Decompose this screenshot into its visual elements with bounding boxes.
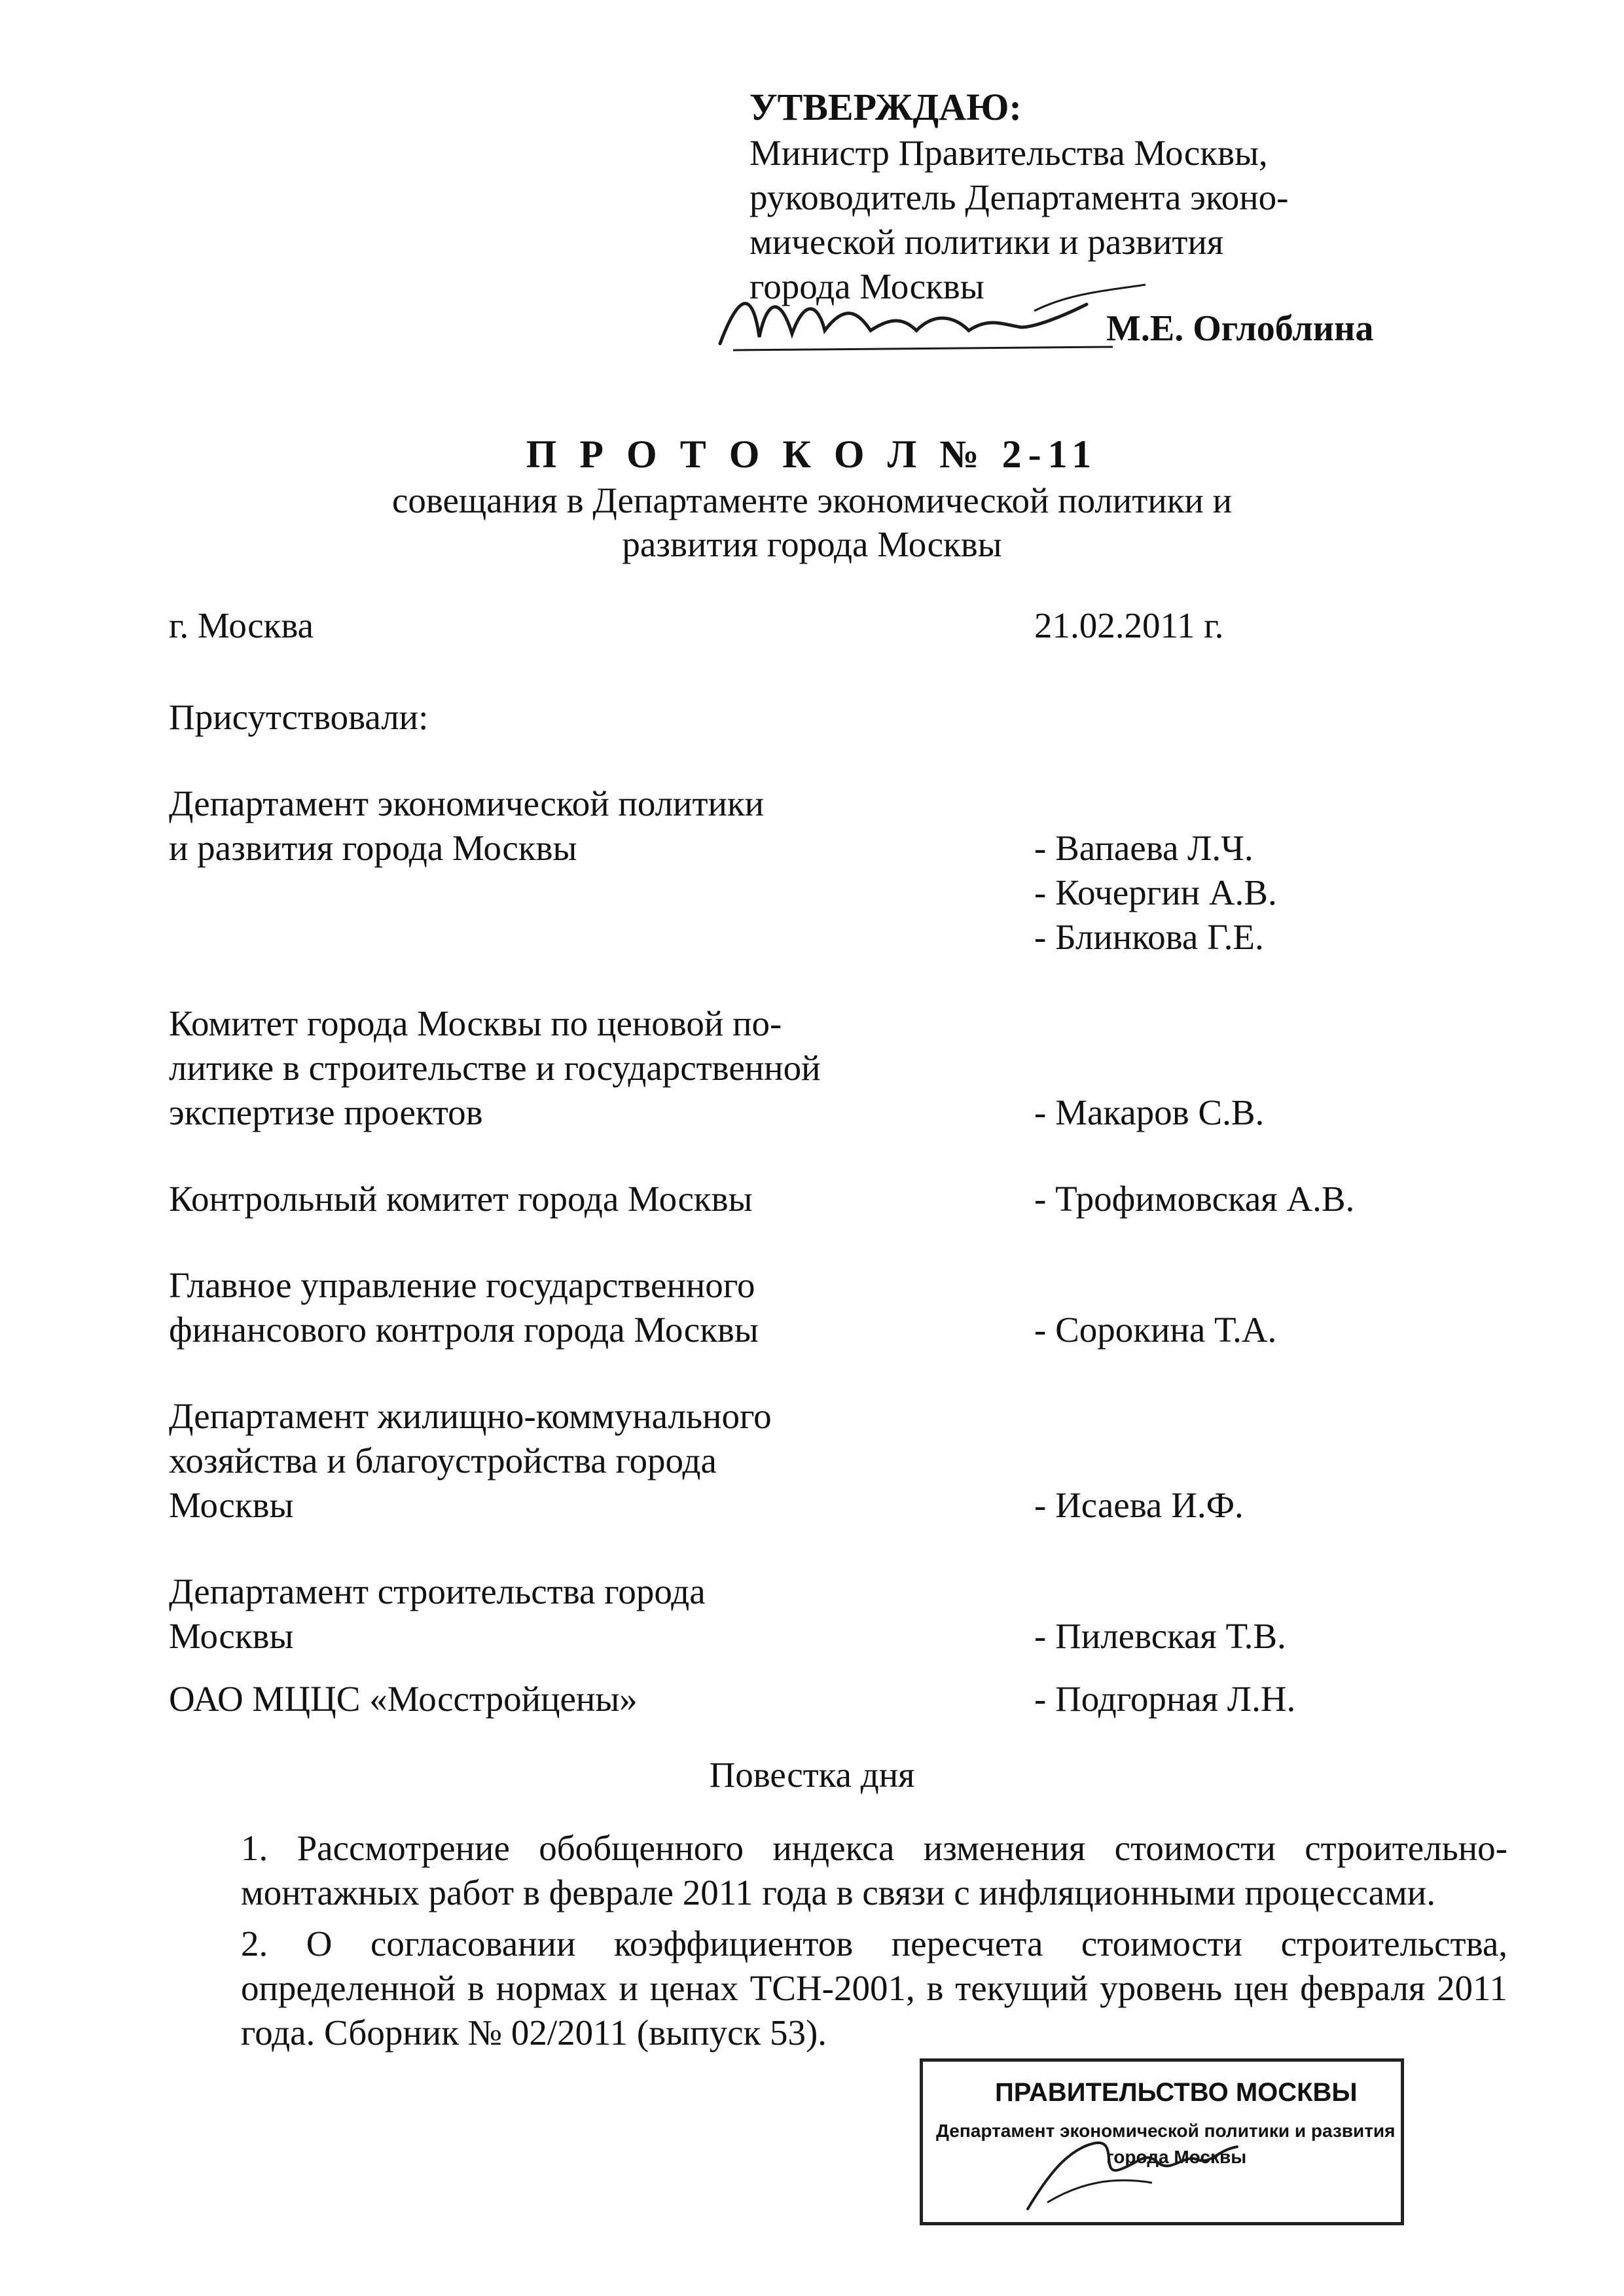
stamp-signature: [1021, 2124, 1257, 2222]
attendee-org-line: ОАО МЦЦС «Мосстройцены»: [169, 1679, 638, 1719]
approval-line: города Москвы: [749, 266, 984, 306]
attendee-org-line: и развития города Москвы: [169, 828, 577, 868]
attendee-person: - Пилевская Т.В.: [1034, 1616, 1286, 1656]
approver-name: М.Е. Оглоблина: [1106, 308, 1374, 349]
attendee-org-line: Москвы: [169, 1485, 294, 1525]
attendee-org-line: Департамент экономической политики: [169, 783, 765, 823]
attendee-org-line: Комитет города Москвы по ценовой по-: [169, 1003, 782, 1043]
stamp-line: Департамент экономической политики и развития: [936, 2121, 1396, 2141]
approval-line: мической политики и развития: [749, 222, 1224, 262]
attendee-person: - Подгорная Л.Н.: [1034, 1679, 1296, 1719]
protocol-subtitle: развития города Москвы: [622, 524, 1002, 564]
meeting-city: г. Москва: [169, 605, 314, 645]
agenda-item: [169, 1826, 1507, 1915]
attendee-org-line: экспертизе проектов: [169, 1092, 483, 1132]
protocol-subtitle: совещания в Департаменте экономической политики и: [391, 480, 1233, 520]
attendee-person: - Сорокина Т.А.: [1034, 1310, 1277, 1350]
protocol-title: П Р О Т О К О Л № 2-11: [526, 433, 1098, 476]
attendee-org-line: Департамент строительства города: [169, 1571, 706, 1611]
attendee-org-line: финансового контроля города Москвы: [169, 1310, 759, 1350]
stamp-line: города Москвы: [1106, 2147, 1247, 2167]
agenda-item-text: 1. Рассмотрение обобщенного индекса изменения стоимости строительно-монтажных работ в феврале 2011 года в связи с инфляционными процессами.: [241, 1828, 1507, 1912]
attendee-person: - Блинкова Г.Е.: [1034, 917, 1264, 957]
attendee-person: - Трофимовская А.В.: [1034, 1179, 1355, 1219]
attendee-org-line: хозяйства и благоустройства города: [169, 1441, 717, 1480]
attendee-org-line: Москвы: [169, 1616, 294, 1656]
meeting-date: 21.02.2011 г.: [1034, 605, 1224, 645]
agenda-item: [169, 1922, 1507, 2055]
attendee-org-line: Департамент жилищно-коммунального: [169, 1396, 772, 1436]
approver-signature: [694, 265, 1152, 363]
attendee-org-line: Контрольный комитет города Москвы: [169, 1179, 753, 1219]
attendee-org-line: Главное управление государственного: [169, 1265, 755, 1305]
agenda-title: Повестка дня: [709, 1755, 915, 1795]
stamp-line: ПРАВИТЕЛЬСТВО МОСКВЫ: [995, 2078, 1358, 2107]
attendee-org-line: литике в строительстве и государственной: [169, 1048, 821, 1088]
approval-line: Министр Правительства Москвы,: [749, 133, 1268, 173]
attendee-person: - Кочергин А.В.: [1034, 872, 1277, 912]
approval-line: руководитель Департамента эконо-: [749, 177, 1289, 217]
attendee-person: - Вапаева Л.Ч.: [1034, 828, 1254, 868]
attendee-person: - Макаров С.В.: [1034, 1092, 1265, 1132]
agenda-item-text: 2. О согласовании коэффициентов пересчета стоимости строительства, определенной в нормах и ценах ТСН-2001, в текущий уровень цен февраля 2011 года. Сборник № 02/2011 (выпуск 53).: [241, 1924, 1507, 2053]
attended-label: Присутствовали:: [169, 697, 429, 737]
approval-title: УТВЕРЖДАЮ:: [749, 86, 1022, 128]
attendee-person: - Исаева И.Ф.: [1034, 1485, 1244, 1525]
